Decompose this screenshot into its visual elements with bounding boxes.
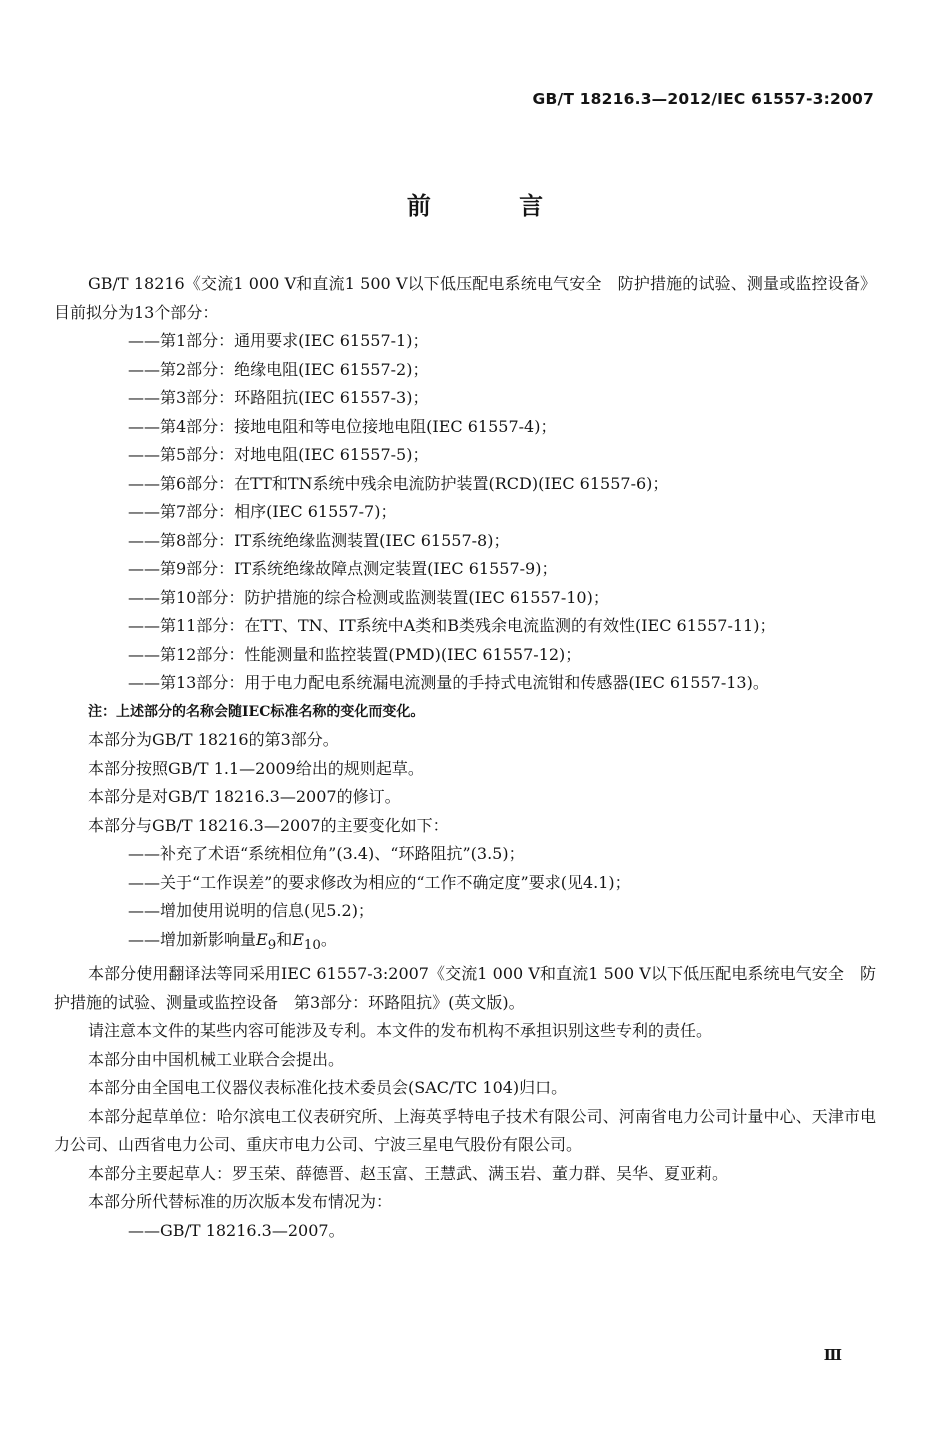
list-item: ——第7部分：相序(IEC 61557-7)；	[128, 502, 397, 521]
history-list	[54, 1217, 876, 1246]
list-item: ——补充了术语“系统相位角”(3.4)、“环路阻抗”(3.5)；	[128, 844, 525, 863]
list-item: ——第13部分：用于电力配电系统漏电流测量的手持式电流钳和传感器(IEC 61557-13)。	[128, 673, 769, 692]
subscript-10: 10	[303, 937, 321, 953]
list-item: ——第10部分：防护措施的综合检测或监测装置(IEC 61557-10)；	[128, 587, 609, 607]
translation-paragraph: 本部分使用翻译法等同采用IEC 61557-3:2007《交流1 000 V和直流1 500 V以下低压配电系统电气安全 防护措施的试验、测量或监控设备 第3部分：环路阻抗》(英文版)。	[54, 964, 876, 1012]
patent-paragraph: 请注意本文件的某些内容可能涉及专利。本文件的发布机构不承担识别这些专利的责任。	[88, 1021, 713, 1041]
list-item: ——第3部分：环路阻抗(IEC 61557-3)；	[128, 388, 429, 407]
drafting-rules-paragraph: 本部分按照GB/T 1.1—2009给出的规则起草。	[88, 758, 424, 778]
foreword-body	[54, 270, 876, 1245]
variable-e9: E	[256, 929, 268, 949]
list-item: ——第12部分：性能测量和监控装置(PMD)(IEC 61557-12)；	[128, 644, 582, 664]
list-item	[54, 926, 876, 961]
list-item: ——第6部分：在TT和TN系统中残余电流防护装置(RCD)(IEC 61557-6)；	[128, 473, 669, 493]
changes-list	[54, 840, 876, 960]
page-title: 前 言	[406, 192, 584, 220]
list-item: ——第1部分：通用要求(IEC 61557-1)；	[128, 331, 429, 350]
proposed-by-paragraph: 本部分由中国机械工业联合会提出。	[88, 1049, 345, 1069]
list-item: ——第9部分：IT系统绝缘故障点测定装置(IEC 61557-9)；	[128, 559, 558, 578]
page-number: Ⅲ	[823, 1346, 842, 1364]
list-item: ——增加使用说明的信息(见5.2)；	[128, 901, 374, 920]
history-intro-paragraph: 本部分所代替标准的历次版本发布情况为：	[88, 1192, 393, 1212]
centralized-paragraph: 本部分由全国电工仪器仪表标准化技术委员会(SAC/TC 104)归口。	[88, 1078, 568, 1098]
subscript-9: 9	[267, 937, 277, 953]
list-item: ——第5部分：对地电阻(IEC 61557-5)；	[128, 445, 429, 464]
changes-intro-paragraph: 本部分与GB/T 18216.3—2007的主要变化如下：	[88, 815, 449, 835]
change-text: 。	[320, 929, 337, 949]
list-item: ——第2部分：绝缘电阻(IEC 61557-2)；	[128, 359, 429, 379]
standard-id-header: GB/T 18216.3—2012/IEC 61557-3:2007	[532, 90, 874, 108]
list-item: ——第11部分：在TT、TN、IT系统中A类和B类残余电流监测的有效性(IEC 61557-11)；	[128, 616, 776, 635]
list-item: ——第8部分：IT系统绝缘监测装置(IEC 61557-8)；	[128, 530, 510, 550]
change-text: 和	[276, 929, 293, 949]
variable-e10: E	[292, 929, 304, 949]
change-text: ——增加新影响量	[128, 929, 257, 949]
list-item: ——关于“工作误差”的要求修改为相应的“工作不确定度”要求(见4.1)；	[128, 872, 631, 892]
list-item: ——GB/T 18216.3—2007。	[128, 1220, 345, 1240]
drafters-paragraph: 本部分主要起草人：罗玉荣、薛德晋、赵玉富、王慧武、满玉岩、董力群、吴华、夏亚莉。	[88, 1163, 729, 1183]
parts-list	[54, 327, 876, 698]
part-of-paragraph: 本部分为GB/T 18216的第3部分。	[88, 730, 339, 749]
list-item: ——第4部分：接地电阻和等电位接地电阻(IEC 61557-4)；	[128, 416, 557, 436]
note: 注：上述部分的名称会随IEC标准名称的变化而变化。	[88, 703, 425, 720]
intro-paragraph: GB/T 18216《交流1 000 V和直流1 500 V以下低压配电系统电气安全 防护措施的试验、测量或监控设备》目前拟分为13个部分：	[54, 274, 876, 322]
revision-paragraph: 本部分是对GB/T 18216.3—2007的修订。	[88, 787, 401, 806]
drafting-units-paragraph: 本部分起草单位：哈尔滨电工仪表研究所、上海英孚特电子技术有限公司、河南省电力公司计量中心、天津市电力公司、山西省电力公司、重庆市电力公司、宁波三星电气股份有限公司。	[54, 1106, 876, 1155]
